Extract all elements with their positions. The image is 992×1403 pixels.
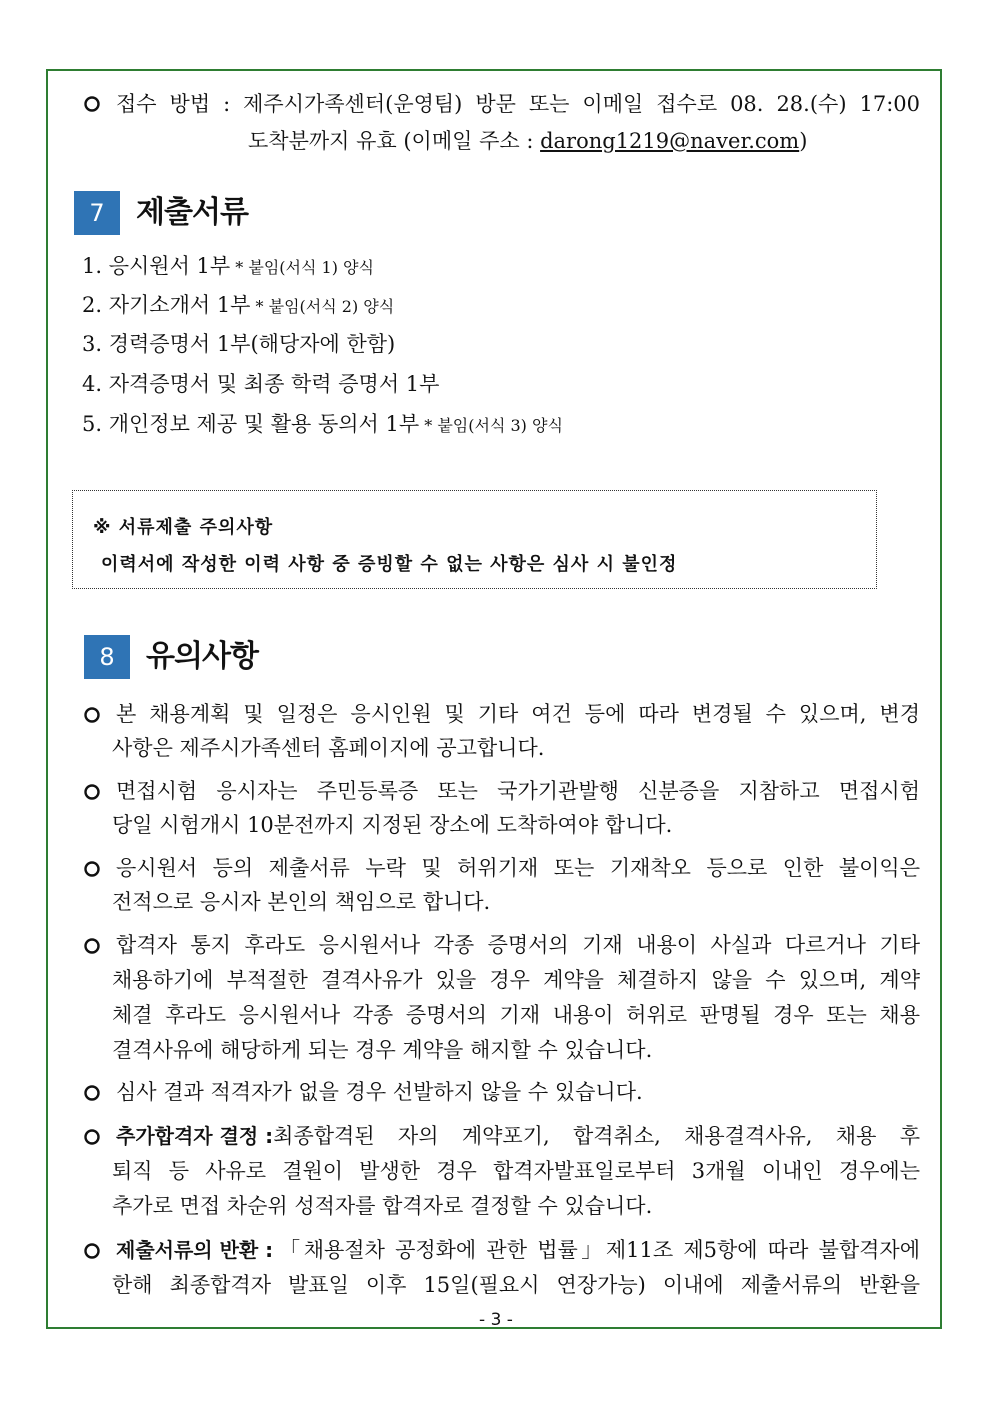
return-docs-text: 「채용절차 공정화에 관한 법률」제11조 제5항에 따라 불합격자에 — [279, 1238, 920, 1262]
notice-item-5-line1: 심사 결과 적격자가 없을 경우 선발하지 않을 수 있습니다. — [116, 1080, 643, 1104]
additional-candidate-text: 최종합격된 자의 계약포기, 합격취소, 채용결격사유, 채용 후 — [273, 1124, 920, 1148]
circle-bullet-icon — [82, 782, 102, 802]
section-7-number: 7 — [74, 191, 120, 235]
return-docs-line1 — [116, 1234, 920, 1266]
circle-bullet-icon — [82, 1241, 102, 1261]
page-number: - 3 - — [479, 1310, 513, 1330]
notice-item-4-line2: 채용하기에 부적절한 결격사유가 있을 경우 계약을 체결하지 않을 수 있으며, 계약 — [112, 968, 920, 992]
notice-item-4-line1: 합격자 통지 후라도 응시원서나 각종 증명서의 기재 내용이 사실과 다르거나 기타 — [116, 933, 920, 957]
section-8-title: 유의사항 — [146, 639, 258, 674]
circle-bullet-icon — [82, 936, 102, 956]
return-docs-line2: 한해 최종합격자 발표일 이후 15일(필요시 연장가능) 이내에 제출서류의 반환을 — [112, 1273, 920, 1297]
additional-candidate-line1 — [116, 1120, 920, 1152]
notice-item-2-line1: 면접시험 응시자는 주민등록증 또는 국가기관발행 신분증을 지참하고 면접시험 — [116, 779, 920, 803]
return-docs-label: 제출서류의 반환 : — [116, 1238, 274, 1262]
notice-body: 이력서에 작성한 이력 사항 중 증빙할 수 없는 사항은 심사 시 불인정 — [101, 554, 678, 575]
document-item-1: 1. 응시원서 1부 * 붙임(서식 1) 양식 — [82, 254, 374, 278]
receipt-method-text: 도착분까지 유효 (이메일 주소 : — [248, 129, 541, 153]
circle-bullet-icon — [82, 1127, 102, 1147]
notice-item-2-line2: 당일 시험개시 10분전까지 지정된 장소에 도착하여야 합니다. — [112, 813, 673, 837]
notice-item-4-line3: 체결 후라도 응시원서나 각종 증명서의 기재 내용이 허위로 판명될 경우 또는 채용 — [112, 1003, 920, 1027]
receipt-method-line2 — [248, 125, 807, 157]
circle-bullet-icon — [82, 705, 102, 725]
section-7-title: 제출서류 — [136, 195, 248, 230]
circle-bullet-icon — [82, 859, 102, 879]
additional-candidate-line2: 퇴직 등 사유로 결원이 발생한 경우 합격자발표일로부터 3개월 이내인 경우에는 — [112, 1159, 920, 1183]
receipt-method-close: ) — [799, 129, 808, 153]
document-item-4: 4. 자격증명서 및 최종 학력 증명서 1부 — [82, 372, 440, 396]
notice-item-4-line4: 결격사유에 해당하게 되는 경우 계약을 해지할 수 있습니다. — [112, 1038, 653, 1062]
document-item-5: 5. 개인정보 제공 및 활용 동의서 1부 * 붙임(서식 3) 양식 — [82, 412, 563, 436]
document-item-3: 3. 경력증명서 1부(해당자에 한함) — [82, 332, 396, 356]
additional-candidate-label: 추가합격자 결정 : — [116, 1124, 274, 1148]
document-item-2: 2. 자기소개서 1부 * 붙임(서식 2) 양식 — [82, 293, 395, 317]
additional-candidate-line3: 추가로 면접 차순위 성적자를 합격자로 결정할 수 있습니다. — [112, 1194, 653, 1218]
notice-item-1-line1: 본 채용계획 및 일정은 응시인원 및 기타 여건 등에 따라 변경될 수 있으며, 변경 — [116, 702, 920, 726]
circle-bullet-icon — [82, 1083, 102, 1103]
notice-title: ※ 서류제출 주의사항 — [93, 517, 274, 538]
notice-item-3-line2: 전적으로 응시자 본인의 책임으로 합니다. — [112, 890, 491, 914]
receipt-method-line1: 접수 방법 : 제주시가족센터(운영팀) 방문 또는 이메일 접수로 08. 28.(수) 17:00 — [116, 92, 920, 116]
notice-item-1-line2: 사항은 제주시가족센터 홈페이지에 공고합니다. — [112, 736, 545, 760]
email-link[interactable]: darong1219@naver.com — [540, 129, 800, 153]
notice-box — [72, 490, 877, 589]
section-8-number: 8 — [84, 635, 130, 679]
circle-bullet-icon — [82, 94, 102, 114]
notice-item-3-line1: 응시원서 등의 제출서류 누락 및 허위기재 또는 기재착오 등으로 인한 불이익은 — [116, 856, 920, 880]
